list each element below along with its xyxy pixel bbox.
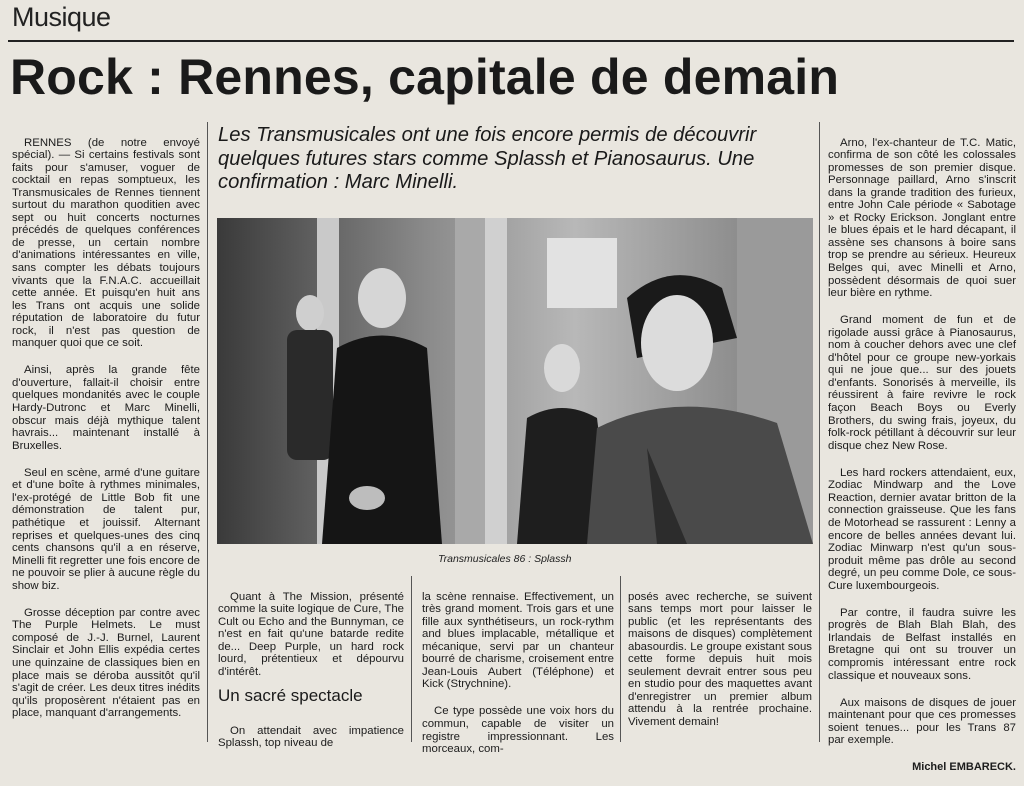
paragraph: Arno, l'ex-chanteur de T.C. Matic, confirma de son côté les colossales promesses de son premier disque. Personnage paillard, Arno s'inscrit dans la grande tradition des furieux, entre John Cale période « Sabotage » et Rocky Erickson. Jonglant entre le blues épais et le hard décapant, il assène ses chansons à boire sans trop se prendre au sérieux. Heureux Belges qui, avec Minelli et Arno, possèdent désormais de quoi suer leur bière en rythme. (828, 136, 1016, 300)
photo-illustration (217, 218, 813, 544)
paragraph: Quant à The Mission, présenté comme la suite logique de Cure, The Cult ou Echo and the Bunnyman, ce n'est en fait qu'une batarde redite de... Deep Purple, un hard rock lourd, prétentieux et dépourvu d'intérêt. (218, 590, 404, 678)
paragraph: Ainsi, après la grande fête d'ouverture, fallait-il choisir entre quelques mondanités avec le couple Hardy-Dutronc et Marc Minelli, obscur mais déjà mythique talent havrais... maintenant installé à Bruxelles. (12, 364, 200, 452)
paragraph: posés avec recherche, se suivent sans temps mort pour laisser le public (et les représentants des maisons de disques) complètement abasourdis. Le groupe existant sous cette forme depuis huit mois seulement devrait entrer sous peu en studio pour des maquettes avant d'enregistrer un premier album attendu à la rentrée prochaine. Vivement demain! (628, 590, 812, 729)
column-divider (207, 122, 208, 742)
band-photo (217, 218, 813, 544)
column-2 (218, 578, 404, 693)
column-divider (411, 576, 412, 742)
column-divider (620, 576, 621, 742)
paragraph: Grand moment de fun et de rigolade aussi grâce à Pianosaurus, nom à coucher dehors avec une clef d'hôtel pour ce groupe new-yorkais qui ne joue que... sur des jouets d'enfants. Sonorisés à merveille, ils réussirent à faire revivre le rock façon Beach Boys ou Everly Brothers, du swing frais, joyeux, du folk-rock pétillant à découvrir sur leur disque chez New Rose. (828, 314, 1016, 452)
top-rule (8, 40, 1014, 42)
section-rubric: Musique (12, 2, 111, 32)
photo-caption: Transmusicales 86 : Splassh (438, 553, 572, 565)
column-1 (12, 124, 200, 734)
column-5 (828, 124, 1016, 786)
paragraph: RENNES (de notre envoyé spécial). — Si certains festivals sont faits pour s'amuser, voguer de cocktail en repas somptueux, les Transmusicales de Rennes tiennent surtout du marathon quoditien avec sept ou huit concerts nocturnes précédés de quelques conférences de presse, un certain nombre d'animations intéressantes en ville, sans compter les débats toujours vivants que la F.N.A.C. accueillait cette année. Et puisqu'en huit ans les Trans ont acquis une solide réputation de laboratoire du futur rock, il n'est pas question de manquer quoi que ce soit. (12, 136, 200, 350)
column-divider (819, 122, 820, 742)
paragraph: Les hard rockers attendaient, eux, Zodiac Mindwarp and the Love Reaction, dernier avatar britton de la connection graisseuse. Que les fans de Motorhead se rassurent : Lenny a encore de belles années devant lui. Zodiac Minwarp n'est qu'un sous-produit même pas drôle au second degré, un peu comme Dole, ce sous-Cure luxembourgeois. (828, 466, 1016, 592)
paragraph: Par contre, il faudra suivre les progrès de Blah Blah Blah, des Irlandais de Belfast installés en Bretagne qui ont su trouver un compromis intéressant entre rock classique et nouveaux sons. (828, 606, 1016, 682)
author-signature: Michel EMBARECK. (912, 761, 1016, 774)
column-3 (422, 578, 614, 770)
column-2-continued (218, 712, 404, 764)
headline: Rock : Rennes, capitale de demain (10, 49, 840, 105)
column-4 (628, 578, 812, 743)
paragraph: la scène rennaise. Effectivement, un très grand moment. Trois gars et une fille aux synthétiseurs, un rock-rythm and blues implacable, métallique et mécanique, servi par un chanteur bourré de charisme, croisement entre Jean-Louis Aubert (Téléphone) et Kick (Strychnine). (422, 590, 614, 691)
paragraph: Seul en scène, armé d'une guitare et d'une boîte à rythmes minimales, l'ex-protégé de Little Bob fit une démonstration de talent pur, pathétique et jouissif. Alternant reprises et quelques-unes des cinq cents chansons qu'il a en réserve, Minelli fit regretter une fois encore de ne pouvoir se plier à aucune règle du show biz. (12, 466, 200, 592)
paragraph: Aux maisons de disques de jouer maintenant pour que ces promesses soient tenues... pour les Trans 87 par exemple. (828, 696, 1016, 747)
paragraph: Grosse déception par contre avec The Purple Helmets. Le must composé de J.-J. Burnel, Laurent Sinclair et John Ellis expédia certes une quinzaine de classiques bien en place mais se déroba aussitôt qu'il s'agit de créer. Les deux titres inédits qu'ils proposèrent n'étaient pas en place, manquant d'arrangements. (12, 606, 200, 720)
subheading: Un sacré spectacle (218, 686, 363, 705)
standfirst: Les Transmusicales ont une fois encore permis de découvrir quelques futures stars comme Splassh et Pianosaurus. Une confirmation : Marc Minelli. (218, 124, 757, 193)
paragraph: On attendait avec impatience Splassh, top niveau de (218, 724, 404, 750)
paragraph: Ce type possède une voix hors du commun, capable de visiter un registre impressionnant. Les morceaux, com- (422, 705, 614, 756)
